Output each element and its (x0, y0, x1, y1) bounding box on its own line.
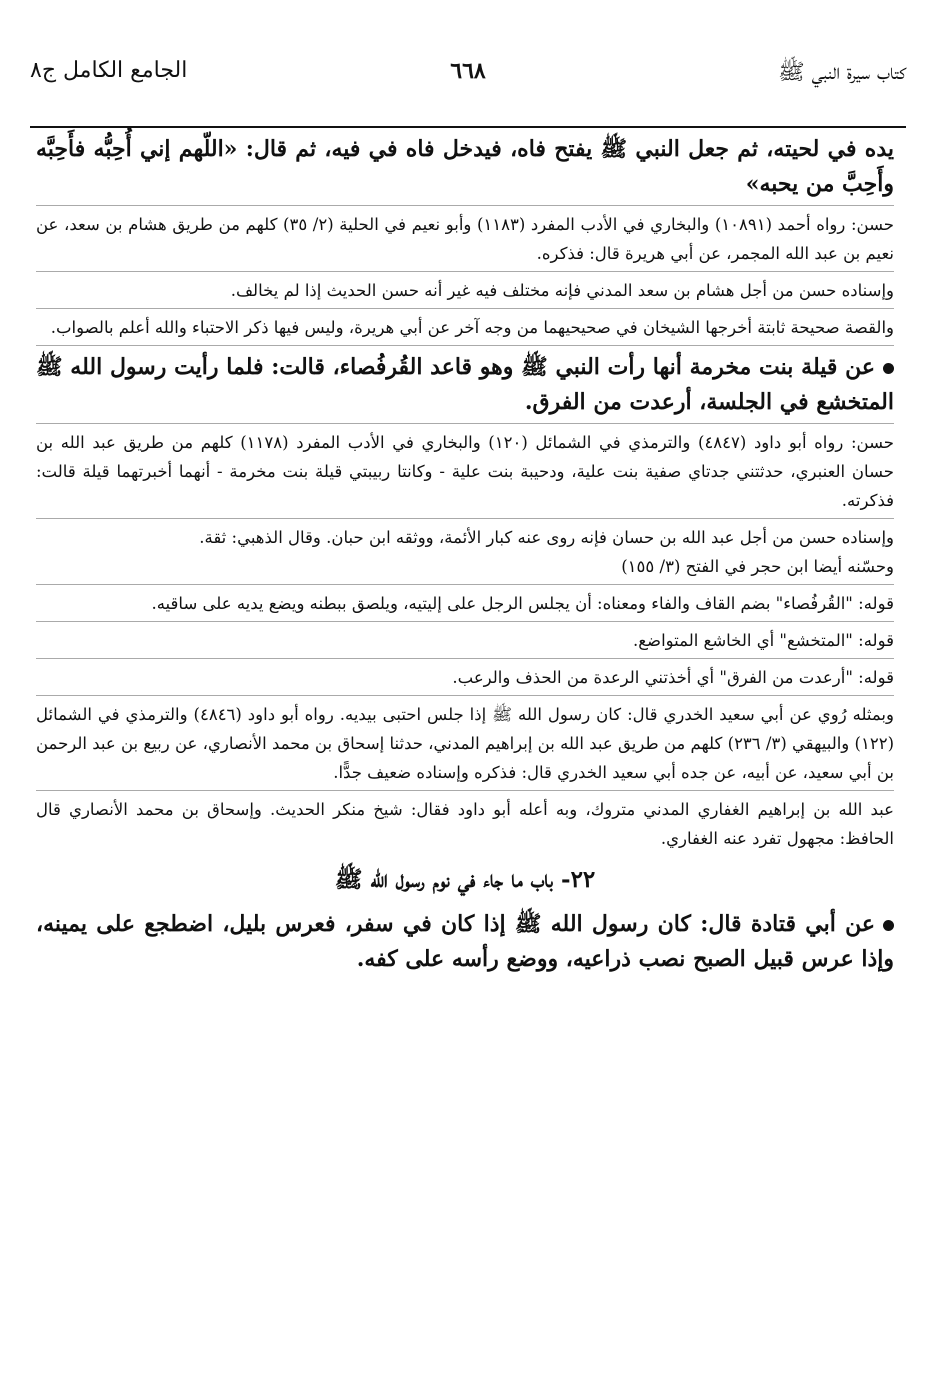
separator (36, 584, 894, 585)
hadith-qayla: عن قيلة بنت مخرمة أنها رأت النبي ﷺ وهو قاعد القُرفُصاء، قالت: فلما رأيت رسول الله ﷺ المتخشع في الجلسة، أرعدت من الفرق. (36, 354, 894, 415)
separator (36, 621, 894, 622)
hadith-abu-qatada: عن أبي قتادة قال: كان رسول الله ﷺ إذا كان في سفر، فعرس بليل، اضطجع على يمينه، وإذا عرس قبيل الصبح نصب ذراعيه، ووضع رأسه على كفه. (36, 911, 894, 972)
separator (36, 345, 894, 346)
book-title: كتاب سيرة النبي ﷺ (778, 60, 906, 85)
bullet-icon (883, 920, 894, 931)
separator (36, 423, 894, 424)
separator (36, 205, 894, 206)
page-body (36, 132, 894, 977)
separator (36, 308, 894, 309)
page-header (30, 58, 906, 98)
separator (36, 518, 894, 519)
explanation-note: قوله: "المتخشع" أي الخاشع المتواضع. (633, 631, 894, 650)
isnad-note: وإسناده حسن من أجل عبد الله بن حسان فإنه روى عنه كبار الأئمة، ووثقه ابن حبان. وقال الذهبي: ثقة. (199, 528, 894, 547)
bullet-icon (883, 363, 894, 374)
page-number: ٦٦٨ (450, 58, 486, 84)
takhrij-note: حسن: رواه أحمد (١٠٨٩١) والبخاري في الأدب المفرد (١١٨٣) وأبو نعيم في الحلية (٢/ ٣٥) كلهم من طريق هشام بن سعد، عن نعيم بن عبد الله المجمر، عن أبي هريرة قال: فذكره. (36, 215, 894, 263)
explanation-note: قوله: "أرعدت من الفرق" أي أخذتني الرعدة من الحذف والرعب. (452, 668, 894, 687)
hasan-note: وحسّنه أيضا ابن حجر في الفتح (٣/ ١٥٥) (621, 557, 894, 576)
hadith-continuation: يده في لحيته، ثم جعل النبي ﷺ يفتح فاه، فيدخل فاه في فيه، ثم قال: «اللّهم إني أُحِبُّه فأَحِبَّه وأَحِبَّ من يحبه» (36, 136, 894, 197)
takhrij-note: حسن: رواه أبو داود (٤٨٤٧) والترمذي في الشمائل (١٢٠) والبخاري في الأدب المفرد (١١٧٨) كلهم من طريق عبد الله بن حسان العنبري، حدثتني جدتاي صفية بنت علية، ودحيبة بنت علية - وكانتا ربيبتي قيلة بنت مخرمة - أنهما أخبرتهما قيلة قالت: فذكرته. (36, 433, 894, 510)
chapter-title: ٢٢- باب ما جاء في نوم رسول الله ﷺ (334, 866, 596, 893)
header-rule (30, 126, 906, 128)
volume-label: الجامع الكامل ج٨ (30, 58, 188, 83)
similar-narration-note: وبمثله رُوي عن أبي سعيد الخدري قال: كان رسول الله ﷺ إذا جلس احتبى بيديه. رواه أبو داود (٤٨٤٦) والترمذي في الشمائل (١٢٢) والبيهقي (٣/ ٢٣٦) كلهم من طريق عبد الله بن إبراهيم المدني، حدثنا إسحاق بن محمد الأنصاري، عن ربيع بن عبد الرحمن بن أبي سعيد، عن أبيه، عن جده أبي سعيد الخدري قال: فذكره وإسناده ضعيف جدًّا. (36, 705, 894, 782)
narrators-note: عبد الله بن إبراهيم الغفاري المدني متروك، وبه أعله أبو داود فقال: شيخ منكر الحديث. وإسحاق بن محمد الأنصاري قال الحافظ: مجهول تفرد عنه الغفاري. (36, 800, 894, 848)
separator (36, 658, 894, 659)
separator (36, 790, 894, 791)
explanation-note: قوله: "القُرفُصاء" بضم القاف والفاء ومعناه: أن يجلس الرجل على إليتيه، ويلصق ببطنه ويضع يديه على ساقيه. (151, 594, 894, 613)
separator (36, 695, 894, 696)
separator (36, 271, 894, 272)
story-note: والقصة صحيحة ثابتة أخرجها الشيخان في صحيحيهما من وجه آخر عن أبي هريرة، وليس فيها ذكر الاحتباء والله أعلم بالصواب. (50, 318, 894, 337)
isnad-note: وإسناده حسن من أجل هشام بن سعد المدني فإنه مختلف فيه غير أنه حسن الحديث إذا لم يخالف. (230, 281, 894, 300)
